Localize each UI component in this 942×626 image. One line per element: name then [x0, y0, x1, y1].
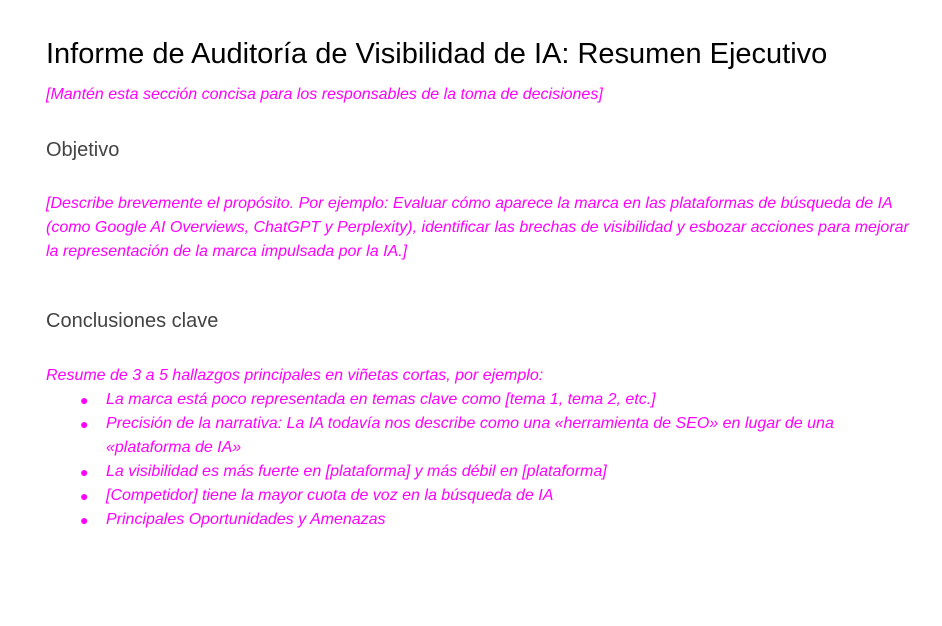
list-item: [46, 508, 916, 532]
list-item: [46, 388, 916, 412]
list-item-text: [Competidor] tiene la mayor cuota de voz en la búsqueda de IA: [106, 487, 554, 504]
bullet-icon: ●: [80, 488, 89, 504]
bullet-icon: ●: [80, 392, 89, 408]
objetivo-instruction-text: [Describe brevemente el propósito. Por ejemplo: Evaluar cómo aparece la marca en las plataformas de búsqueda de IA (como Google AI Overviews, ChatGPT y Perplexity), identificar las brechas de visibilidad y esbozar acciones para mejorar la representación de la marca impulsada por la IA.]: [46, 195, 909, 260]
list-item: [46, 460, 916, 484]
title-instruction-note: [Mantén esta sección concisa para los responsables de la toma de decisiones]: [46, 86, 603, 103]
section-heading-objetivo: Objetivo: [46, 139, 120, 161]
conclusiones-intro-text: Resume de 3 a 5 hallazgos principales en viñetas cortas, por ejemplo:: [46, 367, 544, 384]
list-item-text: Precisión de la narrativa: La IA todavía nos describe como una «herramienta de SEO» en lugar de una «plataforma de IA»: [106, 415, 834, 456]
list-item-text: La visibilidad es más fuerte en [plataforma] y más débil en [plataforma]: [106, 463, 607, 480]
list-item-text: La marca está poco representada en temas clave como [tema 1, tema 2, etc.]: [106, 391, 656, 408]
bullet-icon: ●: [80, 464, 89, 480]
list-item: [46, 484, 916, 508]
findings-bullet-list: [46, 388, 916, 532]
section-heading-conclusiones: Conclusiones clave: [46, 310, 219, 332]
document-body: [46, 32, 916, 532]
bullet-icon: ●: [80, 512, 89, 528]
bullet-icon: ●: [80, 416, 89, 432]
list-item-text: Principales Oportunidades y Amenazas: [106, 511, 386, 528]
list-item: [46, 412, 916, 460]
document-title: Informe de Auditoría de Visibilidad de IA: Resumen Ejecutivo: [46, 38, 828, 70]
